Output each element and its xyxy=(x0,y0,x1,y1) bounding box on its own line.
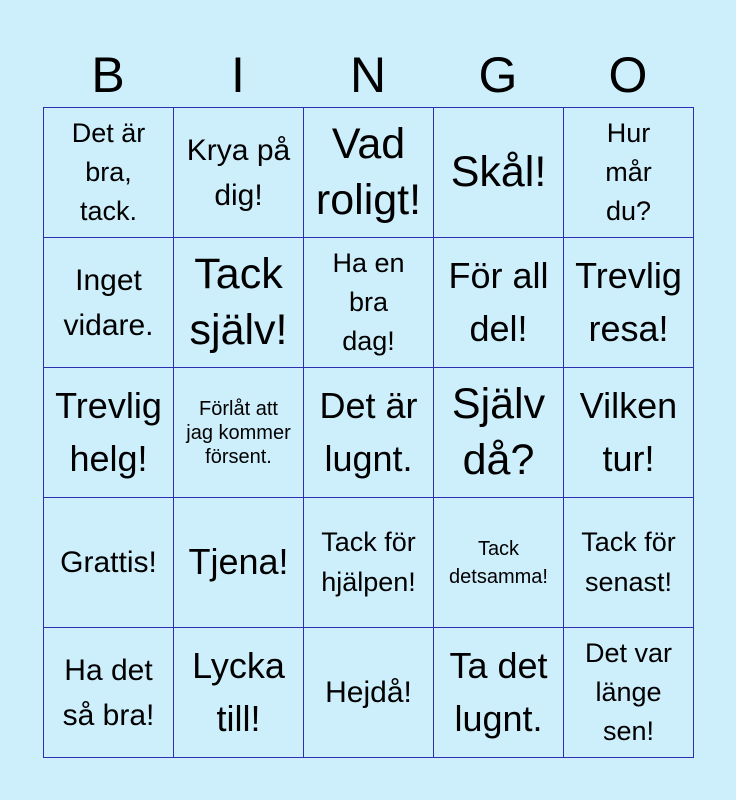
header-letter-n: N xyxy=(349,47,387,103)
bingo-cell[interactable] xyxy=(173,497,304,628)
bingo-cell[interactable] xyxy=(43,107,174,238)
cell-text: Tack för senast! xyxy=(581,527,676,597)
header-letter-b: B xyxy=(91,47,125,103)
header-letter-o: O xyxy=(608,47,648,103)
cell-text: Ha det så bra! xyxy=(62,653,155,732)
cell-text: Lycka till! xyxy=(192,645,285,739)
bingo-cell[interactable] xyxy=(303,627,434,758)
bingo-cell[interactable] xyxy=(43,237,174,368)
cell-text: Tack för hjälpen! xyxy=(321,527,416,597)
cell-text: Hejdå! xyxy=(325,676,412,709)
bingo-cell[interactable] xyxy=(303,107,434,238)
header-letter-g: G xyxy=(478,47,518,103)
cell-text: Förlåt att jag kommer försent. xyxy=(186,397,291,468)
bingo-cell[interactable] xyxy=(173,237,304,368)
cell-text: Tjena! xyxy=(188,541,289,583)
bingo-cell[interactable] xyxy=(303,497,434,628)
bingo-cell[interactable] xyxy=(433,497,564,628)
bingo-cell[interactable] xyxy=(563,627,694,758)
bingo-cell[interactable] xyxy=(43,497,174,628)
bingo-header xyxy=(43,44,693,106)
cell-text: Det är bra, tack. xyxy=(71,117,146,227)
header-letter-i: I xyxy=(231,47,245,103)
bingo-cell[interactable] xyxy=(563,367,694,498)
cell-text: Vad roligt! xyxy=(315,119,422,224)
bingo-cell[interactable] xyxy=(43,627,174,758)
cell-text: Trevlig helg! xyxy=(55,385,162,479)
cell-text: Det var länge sen! xyxy=(584,637,673,747)
cell-text: Ha en bra dag! xyxy=(332,247,405,357)
cell-text: Krya på dig! xyxy=(186,133,291,212)
cell-text: Det är lugnt. xyxy=(319,385,418,479)
bingo-cell[interactable] xyxy=(433,367,564,498)
bingo-cell[interactable] xyxy=(433,107,564,238)
bingo-cell[interactable] xyxy=(563,107,694,238)
bingo-board xyxy=(43,107,693,757)
bingo-cell[interactable] xyxy=(173,367,304,498)
bingo-cell[interactable] xyxy=(563,497,694,628)
cell-text: Hur mår du? xyxy=(605,117,652,227)
cell-text: Inget vidare. xyxy=(63,263,154,342)
cell-text: Ta det lugnt. xyxy=(449,645,548,739)
cell-text: Tack detsamma! xyxy=(449,537,548,588)
bingo-cell[interactable] xyxy=(173,107,304,238)
bingo-cell[interactable] xyxy=(303,237,434,368)
cell-text: Trevlig resa! xyxy=(575,255,682,349)
bingo-cell[interactable] xyxy=(173,627,304,758)
bingo-cell[interactable] xyxy=(433,237,564,368)
bingo-cell[interactable] xyxy=(43,367,174,498)
cell-text: Själv då? xyxy=(451,379,546,484)
bingo-cell[interactable] xyxy=(303,367,434,498)
bingo-cell[interactable] xyxy=(433,627,564,758)
cell-text: Grattis! xyxy=(60,546,157,579)
cell-text: Vilken tur! xyxy=(579,385,678,479)
cell-text: Tack själv! xyxy=(189,249,288,354)
cell-text: För all del! xyxy=(448,255,549,349)
cell-text: Skål! xyxy=(450,147,547,196)
bingo-cell[interactable] xyxy=(563,237,694,368)
